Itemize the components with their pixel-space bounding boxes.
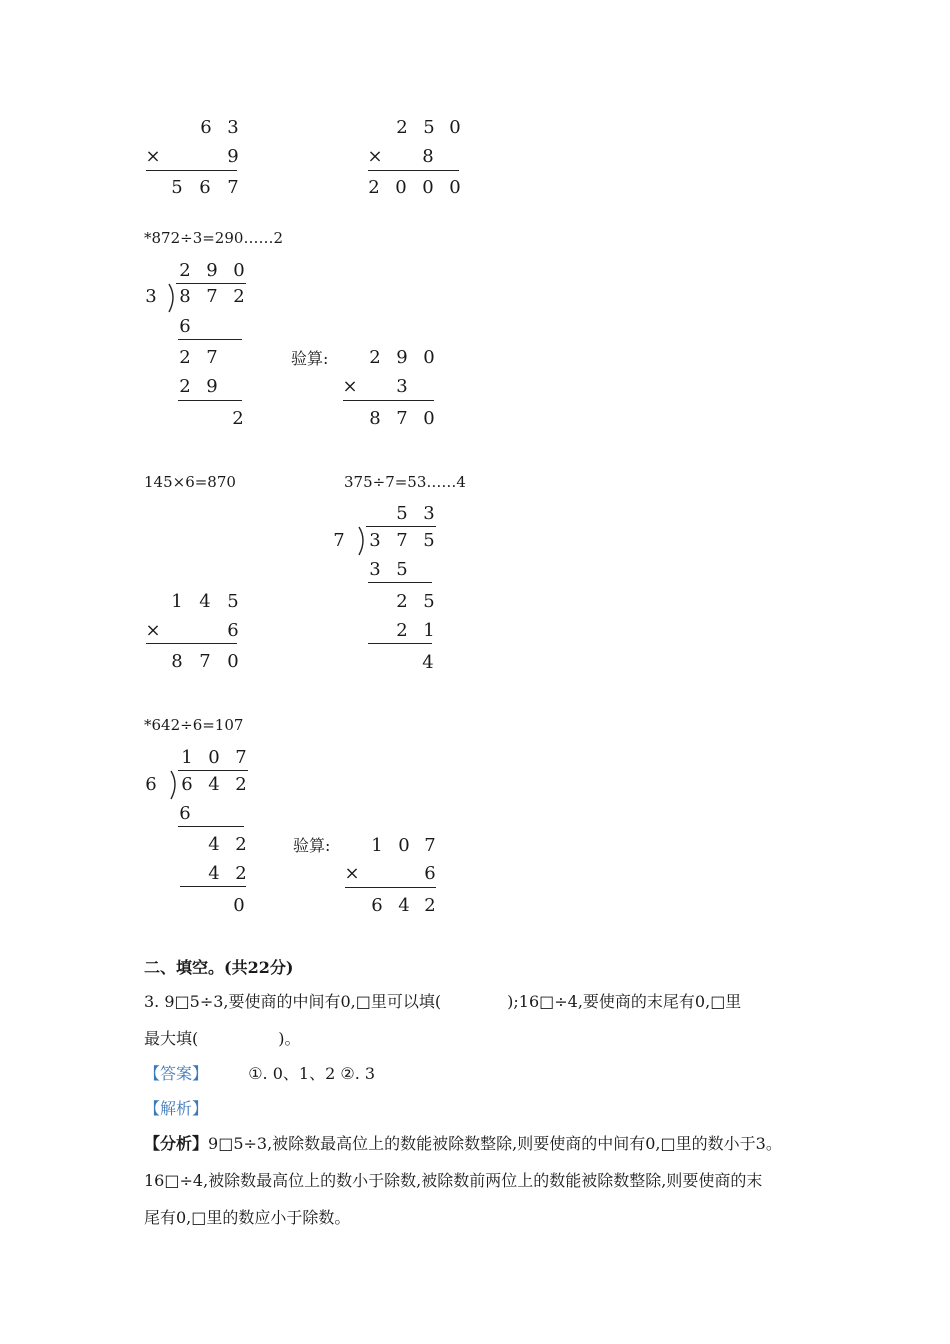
- question-3-line-1: [144, 991, 741, 1013]
- equation-375-div-7: 375÷7=53……4: [344, 473, 466, 491]
- equation-145x6: 145×6=870: [144, 473, 236, 491]
- step-digit: 2: [235, 834, 247, 855]
- digit: 5: [227, 591, 239, 612]
- digit: 8: [422, 146, 434, 167]
- digit: 7: [227, 177, 239, 198]
- digit: 0: [449, 117, 461, 138]
- digit: 6: [199, 177, 211, 198]
- analysis-line-3: 尾有0,□里的数应小于除数。: [144, 1208, 351, 1227]
- step-digit: 2: [179, 376, 191, 397]
- step-line: [178, 339, 242, 340]
- digit: 0: [227, 651, 239, 672]
- remainder: 0: [233, 895, 245, 916]
- sum-line: [345, 887, 436, 888]
- digit: 7: [396, 408, 408, 429]
- dividend-digit: 6: [181, 774, 193, 795]
- digit: 5: [171, 177, 183, 198]
- divisor: 6: [145, 774, 157, 795]
- quotient-digit: 2: [179, 260, 191, 281]
- digit: 6: [424, 863, 436, 884]
- dividend-digit: 2: [235, 774, 247, 795]
- quotient-digit: 7: [235, 747, 247, 768]
- step-digit: 3: [369, 559, 381, 580]
- quotient-digit: 9: [206, 260, 218, 281]
- digit: 2: [369, 347, 381, 368]
- digit: 0: [449, 177, 461, 198]
- digit: 4: [199, 591, 211, 612]
- analysis-label: 【解析】: [144, 1099, 209, 1118]
- step-digit: 7: [206, 347, 218, 368]
- digit: 0: [423, 408, 435, 429]
- digit: 2: [396, 117, 408, 138]
- digit: 4: [398, 895, 410, 916]
- digit: 0: [422, 177, 434, 198]
- digit: 3: [227, 117, 239, 138]
- digit: 1: [371, 835, 383, 856]
- multiply-sign: ×: [145, 620, 161, 641]
- step-digit: 4: [208, 863, 220, 884]
- step-digit: 2: [396, 591, 408, 612]
- step-digit: 6: [179, 316, 191, 337]
- quotient-digit: 0: [208, 747, 220, 768]
- step-digit: 4: [208, 834, 220, 855]
- answer-text: ①. 0、1、2 ②. 3: [248, 1064, 376, 1083]
- quotient-digit: 3: [423, 503, 435, 524]
- digit: 7: [424, 835, 436, 856]
- dividend-digit: 8: [179, 286, 191, 307]
- dividend-digit: 7: [206, 286, 218, 307]
- step-digit: 6: [179, 803, 191, 824]
- quotient-digit: 1: [181, 747, 193, 768]
- sum-line: [368, 170, 459, 171]
- equation-872-div-3: *872÷3=290……2: [144, 229, 283, 247]
- step-line: [178, 400, 242, 401]
- division-bar: [178, 770, 248, 771]
- digit: 6: [200, 117, 212, 138]
- step-digit: 1: [423, 620, 435, 641]
- step-line: [178, 826, 244, 827]
- check-label: 验算:: [291, 349, 329, 368]
- digit: 0: [398, 835, 410, 856]
- step-line: [368, 582, 432, 583]
- equation-642-div-6: *642÷6=107: [144, 716, 244, 734]
- sum-line: [343, 400, 434, 401]
- digit: 5: [423, 117, 435, 138]
- multiply-sign: ×: [344, 863, 360, 884]
- question-text: )。: [278, 1029, 301, 1048]
- quotient-digit: 0: [233, 260, 245, 281]
- step-digit: 5: [396, 559, 408, 580]
- question-text: 3. 9□5÷3,要使商的中间有0,□里可以填(: [144, 992, 442, 1011]
- multiply-sign: ×: [145, 146, 161, 167]
- step-digit: 2: [235, 863, 247, 884]
- digit: 2: [424, 895, 436, 916]
- quotient-digit: 5: [396, 503, 408, 524]
- multiply-sign: ×: [342, 376, 358, 397]
- analysis-text: 9□5÷3,被除数最高位上的数能被除数整除,则要使商的中间有0,□里的数小于3。: [208, 1134, 782, 1153]
- digit: 3: [396, 376, 408, 397]
- remainder: 4: [422, 652, 434, 673]
- step-digit: 2: [396, 620, 408, 641]
- multiply-sign: ×: [367, 146, 383, 167]
- step-digit: 2: [179, 347, 191, 368]
- step-line: [368, 643, 432, 644]
- question-text: 最大填(: [144, 1029, 199, 1048]
- analysis-line-1: [144, 1133, 782, 1155]
- digit: 1: [171, 591, 183, 612]
- digit: 6: [227, 620, 239, 641]
- dividend-digit: 4: [208, 774, 220, 795]
- digit: 0: [395, 177, 407, 198]
- section-heading: 二、填空。(共22分): [144, 958, 294, 977]
- step-line: [180, 886, 246, 887]
- dividend-digit: 3: [369, 530, 381, 551]
- check-label: 验算:: [293, 836, 331, 855]
- step-digit: 9: [206, 376, 218, 397]
- digit: 9: [227, 146, 239, 167]
- sum-line: [146, 643, 237, 644]
- question-text: );16□÷4,要使商的末尾有0,□里: [507, 992, 742, 1011]
- digit: 0: [423, 347, 435, 368]
- divisor: 7: [333, 530, 345, 551]
- digit: 9: [396, 347, 408, 368]
- digit: 2: [368, 177, 380, 198]
- analysis-line-2: 16□÷4,被除数最高位上的数小于除数,被除数前两位上的数能被除数整除,则要使商的末: [144, 1171, 763, 1190]
- remainder: 2: [232, 408, 244, 429]
- dividend-digit: 7: [396, 530, 408, 551]
- answer-label: 【答案】: [144, 1064, 209, 1083]
- digit: 8: [369, 408, 381, 429]
- digit: 7: [199, 651, 211, 672]
- digit: 8: [171, 651, 183, 672]
- dividend-digit: 5: [423, 530, 435, 551]
- division-bar: [176, 283, 246, 284]
- question-3-line-2: [144, 1028, 301, 1050]
- analysis-tag: 【分析】: [144, 1134, 209, 1153]
- dividend-digit: 2: [233, 286, 245, 307]
- division-bar: [366, 526, 436, 527]
- answer-row: [144, 1063, 375, 1085]
- divisor: 3: [145, 286, 157, 307]
- step-digit: 5: [423, 591, 435, 612]
- digit: 6: [371, 895, 383, 916]
- sum-line: [146, 170, 237, 171]
